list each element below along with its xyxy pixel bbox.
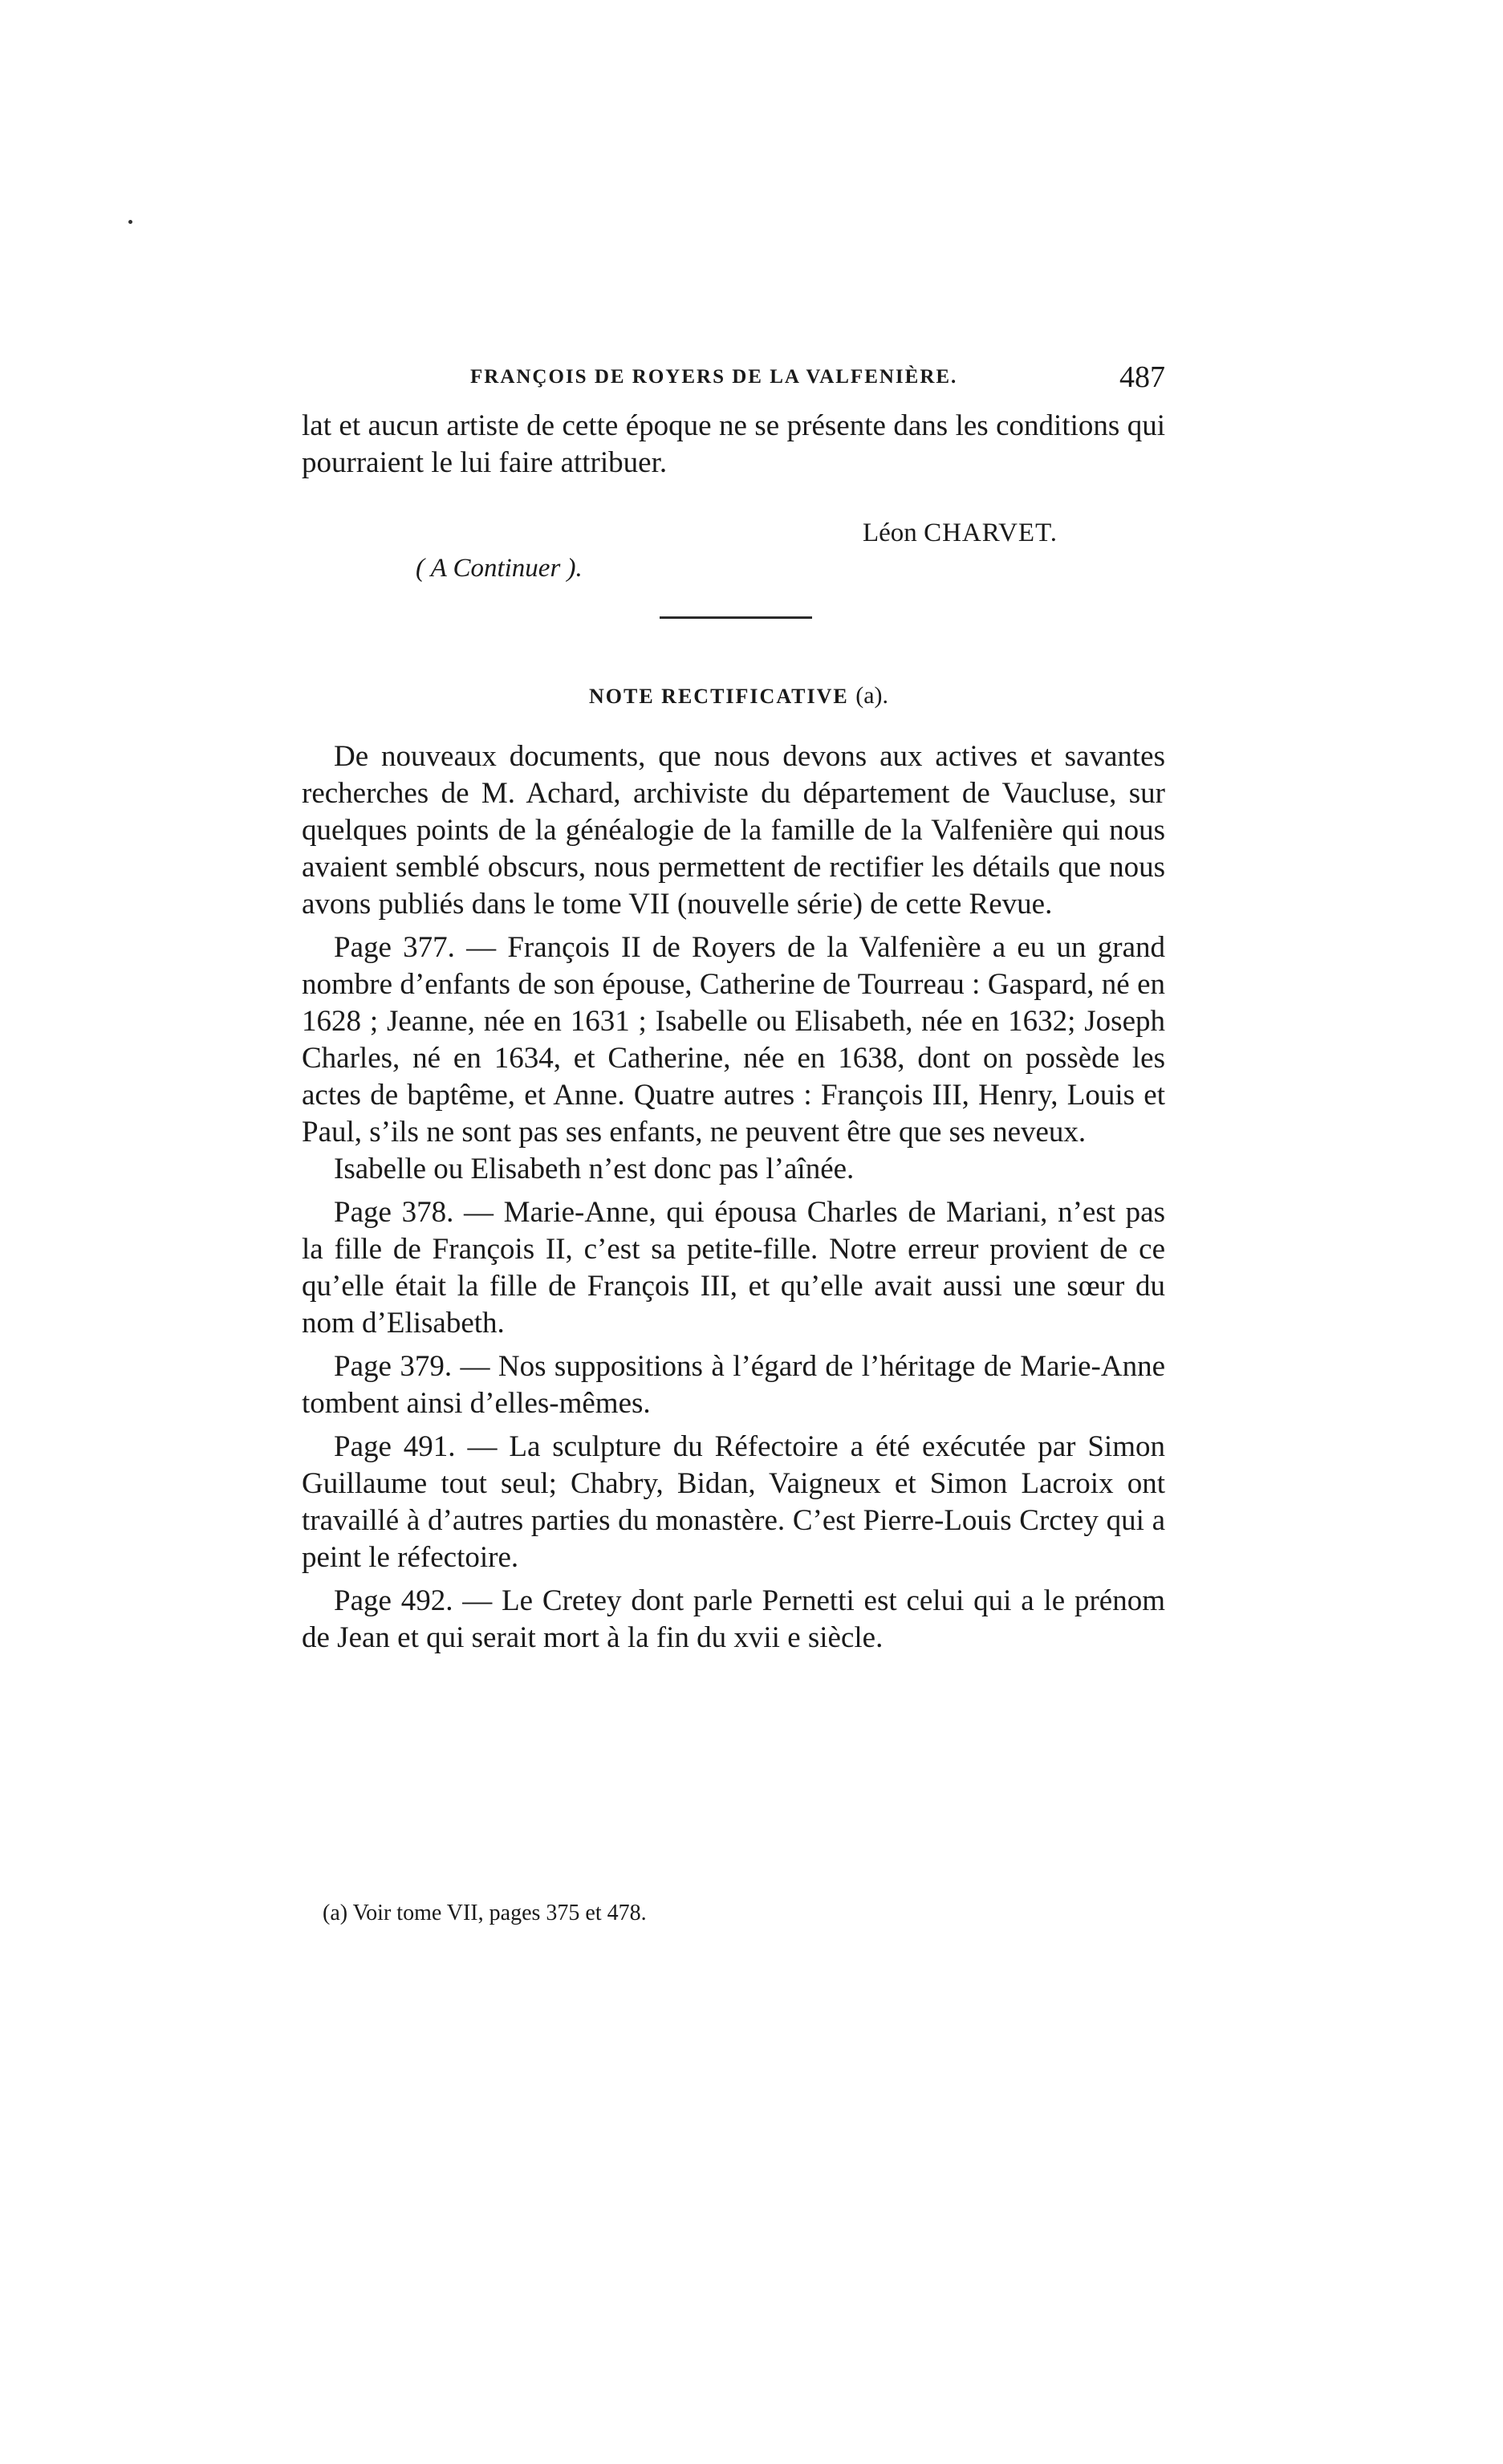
continue-note: ( A Continuer ). — [416, 554, 583, 583]
section-divider — [660, 616, 812, 619]
note-body — [302, 738, 1165, 1657]
paragraph-page-379: Page 379. — Nos suppositions à l’égard de l’héritage de Marie-Anne tombent ainsi d’elles-mêmes. — [302, 1350, 1165, 1420]
running-title: FRANÇOIS DE ROYERS DE LA VALFENIÈRE. — [470, 366, 958, 388]
note-heading-title: NOTE RECTIFICATIVE — [589, 685, 849, 708]
author-first-name: Léon — [863, 518, 917, 547]
page-number: 487 — [1119, 360, 1165, 394]
speck-mark — [128, 220, 132, 224]
note-heading — [589, 682, 888, 710]
author-signature — [863, 518, 1058, 548]
author-last-name: CHARVET. — [924, 518, 1058, 547]
footnote: (a) Voir tome VII, pages 375 et 478. — [323, 1901, 647, 1925]
paragraph-page-377: Page 377. — François II de Royers de la Valfenière a eu un grand nombre d’enfants de son épouse, Catherine de Tourreau : Gaspard, né en 1628 ; Jeanne, née en 1631 ; Isabelle ou Elisabeth, née en 1632; Joseph Charles, né en 1634, et Catherine, née en 1638, dont on possède les actes de baptême, et Anne. Quatre autres : François III, Henry, Louis et Paul, s’ils ne sont pas ses enfants, ne peuvent être que ses neveux. — [302, 931, 1165, 1149]
opening-paragraph: lat et aucun artiste de cette époque ne se présente dans les conditions qui pourraient le lui faire attribuer. — [302, 409, 1165, 479]
paragraph-page-491: Page 491. — La sculpture du Réfectoire a été exécutée par Simon Guillaume tout seul; Chabry, Bidan, Vaigneux et Simon Lacroix ont travaillé à d’autres parties du monastère. C’est Pierre-Louis Crctey qui a peint le réfectoire. — [302, 1430, 1165, 1574]
paragraph-page-492: Page 492. — Le Cretey dont parle Pernetti est celui qui a le prénom de Jean et qui serait mort à la fin du xvii e siècle. — [302, 1584, 1165, 1654]
paragraph-isabelle: Isabelle ou Elisabeth n’est donc pas l’aînée. — [334, 1153, 855, 1185]
paragraph-intro: De nouveaux documents, que nous devons aux actives et savantes recherches de M. Achard, archiviste du département de Vaucluse, sur quelques points de la généalogie de la famille de la Valfenière qui nous avaient semblé obscurs, nous permettent de rectifier les détails que nous avons publiés dans le tome VII (nouvelle série) de cette Revue. — [302, 740, 1165, 921]
note-heading-ref: (a). — [855, 682, 889, 709]
running-head — [470, 360, 1165, 400]
opening-text — [302, 408, 1165, 482]
paragraph-page-378: Page 378. — Marie-Anne, qui épousa Charles de Mariani, n’est pas la fille de François II, c’est sa petite-fille. Notre erreur provient de ce qu’elle était la fille de François III, et qu’elle avait aussi une sœur du nom d’Elisabeth. — [302, 1196, 1165, 1340]
